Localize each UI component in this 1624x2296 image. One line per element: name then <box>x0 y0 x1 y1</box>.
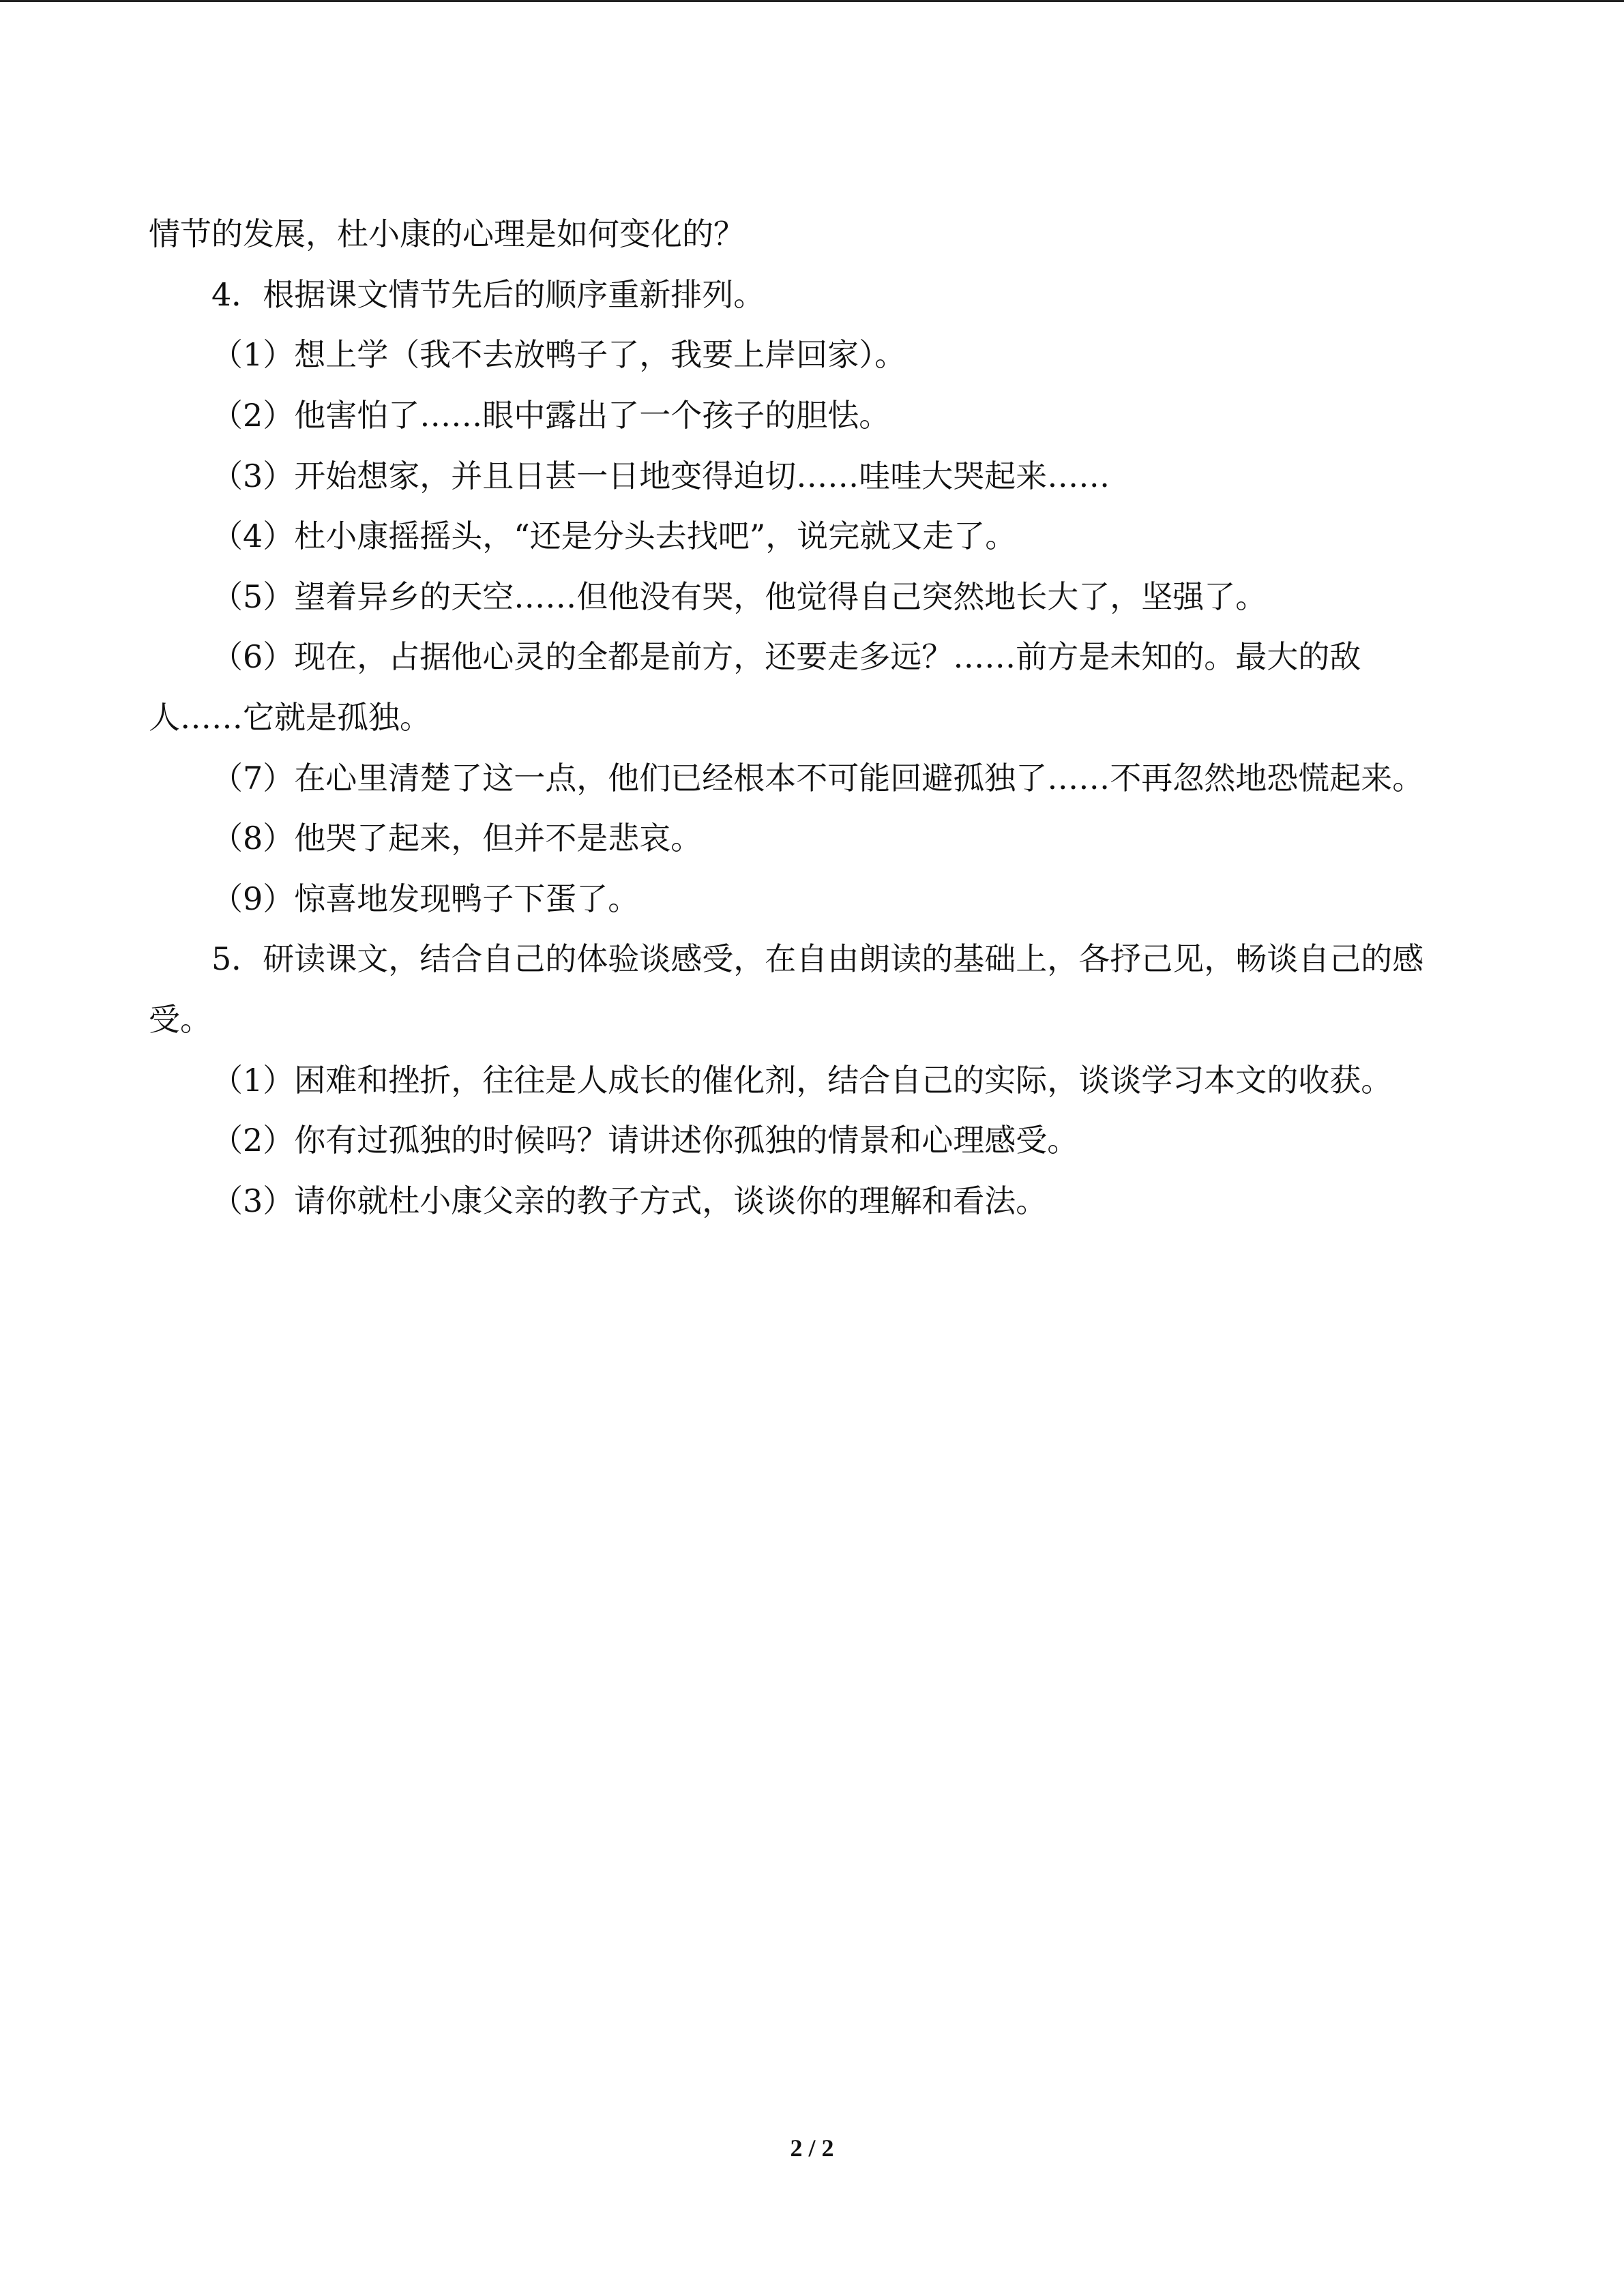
question-5-continuation: 受。 <box>149 1001 211 1038</box>
text-line: 情节的发展，杜小康的心理是如何变化的？ <box>149 215 745 252</box>
list-item: （6）现在，占据他心灵的全都是前方，还要走多远？……前方是未知的。最大的敌 <box>211 638 1361 675</box>
list-item: （8）他哭了起来，但并不是悲哀。 <box>211 820 703 856</box>
list-item: （7）在心里清楚了这一点，他们已经根本不可能回避孤独了……不再忽然地恐慌起来。 <box>211 760 1424 796</box>
question-4-heading: 4．根据课文情节先后的顺序重新排列。 <box>211 276 765 313</box>
list-item: （3）开始想家，并且日甚一日地变得迫切……哇哇大哭起来…… <box>211 458 1110 494</box>
list-item: （2）他害怕了……眼中露出了一个孩子的胆怯。 <box>211 397 891 434</box>
list-item: （2）你有过孤独的时候吗？请讲述你孤独的情景和心理感受。 <box>211 1122 1079 1159</box>
list-item: （1）想上学（我不去放鸭子了，我要上岸回家）。 <box>211 336 906 373</box>
list-item: （1）困难和挫折，往往是人成长的催化剂，结合自己的实际，谈谈学习本文的收获。 <box>211 1062 1393 1099</box>
question-5-heading: 5．研读课文，结合自己的体验谈感受，在自由朗读的基础上，各抒己见，畅谈自己的感 <box>211 940 1424 977</box>
list-item-continuation: 人……它就是孤独。 <box>149 699 431 736</box>
page-number: 2 / 2 <box>790 2134 834 2162</box>
list-item: （9）惊喜地发现鸭子下蛋了。 <box>211 880 640 917</box>
list-item: （5）望着异乡的天空……但他没有哭，他觉得自己突然地长大了，坚强了。 <box>211 578 1267 615</box>
list-item: （4）杜小康摇摇头，“还是分头去找吧”，说完就又走了。 <box>211 518 1017 554</box>
list-item: （3）请你就杜小康父亲的教子方式，谈谈你的理解和看法。 <box>211 1182 1048 1219</box>
